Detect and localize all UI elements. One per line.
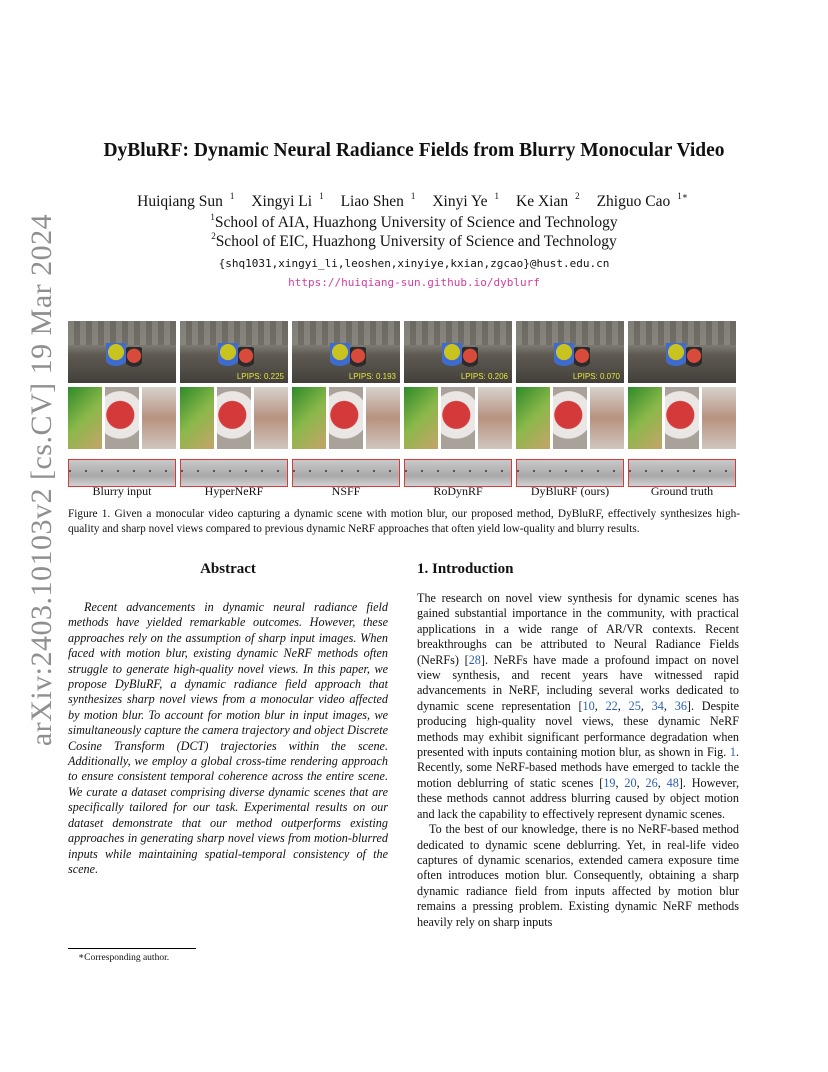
author-name: Zhiguo Cao [596,193,671,210]
intro-text-segment: , [640,698,652,713]
intro-text-segment: , [657,775,667,790]
scene-thumbnail [404,321,512,383]
arxiv-id-text: arXiv:2403.10103v2 [cs.CV] 19 Mar 2024 [25,213,58,747]
author-affiliation-mark: 1 [494,191,499,201]
citation-link[interactable]: 1 [729,745,736,760]
intro-text-segment: ]. Despite producing high-quality novel views, these dynamic NeRF methods may exhibit significant performance degradation when presented with inputs containing motion blur, as shown in Fig. [417,698,740,760]
figure-caption: Figure 1. Given a monocular video capturing a dynamic scene with motion blur, our proposed method, DyBluRF, effectively synthesizes high-quality and sharp novel views compared to previous dynamic NeRF approaches that often yield low-quality and blurry results. [68,508,740,535]
affiliation-2: $^2$School of EIC, Huazhong University of Science and Technology [211,231,617,250]
abstract-heading: Abstract [200,561,256,577]
author-name: Huiqiang Sun [137,193,223,210]
footnote-rule [68,948,196,949]
citation-link[interactable]: 26 [645,775,658,790]
author-emails: {shq1031,xingyi_li,leoshen,xinyiye,kxian,zgcao}@hust.edu.cn [218,257,610,270]
author-affiliation-mark: 1 [319,191,324,201]
intro-text-segment: , [594,698,606,713]
zoom-crops [68,387,176,449]
author-affiliation-mark: 1 [229,191,235,201]
abstract-text: Recent advancements in dynamic neural radiance field methods have yielded remarkable outcomes. However, these approaches rely on the assumption of sharp input images. When faced with motion blur, existing dynamic NeRF methods often struggle to generate high-quality novel views. In this paper, we propose DyBluRF, a dynamic radiance field approach that synthesizes sharp novel views from a monocular video affected by motion blur. To account for motion blur in input images, we simultaneously capture the camera trajectory and object Discrete Cosine Transform (DCT) trajectories within the scene. Additionally, we employ a global cross-time rendering approach to ensure consistent temporal coherence across the entire scene. We curate a dataset comprising diverse dynamic scenes that are specifically tailored for our task. Experimental results on our dataset demonstrate that our method outperforms existing approaches in generating sharp novel views from motion-blurred inputs while maintaining spatial-temporal consistency of the scene. [68,600,388,876]
intro-text-segment: ]. However, these methods cannot address blurring caused by object motion and lack the capability to effectively represent dynamic scenes. [417,775,739,821]
intro-paragraph-2: To the best of our knowledge, there is no NeRF-based method dedicated to dynamic scene deblurring. Yet, in real-life video captures of dynamic scenarios, extended camera exposure time often introduces motion blur. Consequently, obtaining a sharp dynamic radiance field from inputs affected by motion blur remains a pressing problem. Existing dynamic NeRF methods heavily rely on sharp inputs [417,822,739,929]
citation-link[interactable]: 34 [651,698,664,713]
citation-link[interactable]: 48 [666,775,679,790]
paper-title: DyBluRF: Dynamic Neural Radiance Fields from Blurry Monocular Video [103,140,725,161]
intro-text-segment: , [636,775,646,790]
author-affiliation-mark: 1 [410,191,416,201]
intro-text-segment: , [663,698,675,713]
scene-thumbnail [68,321,176,383]
lpips-score: LPIPS: 0.070 [572,372,620,381]
fence-crop [180,459,288,487]
lpips-score: LPIPS: 0.206 [460,372,508,381]
intro-paragraph-1 [417,591,739,822]
method-label: HyperNeRF [204,484,264,498]
fence-crop [628,459,736,487]
zoom-crops [292,387,400,449]
author-name: Liao Shen [340,193,404,210]
citation-link[interactable]: 36 [674,698,687,713]
lpips-score: LPIPS: 0.193 [348,372,396,381]
citation-link[interactable]: 19 [603,775,616,790]
method-label: RoDynRF [433,484,483,498]
zoom-crops [628,387,736,449]
fence-crop [292,459,400,487]
project-url-link[interactable]: https://huiqiang-sun.github.io/dyblurf [288,276,540,289]
method-label: Ground truth [650,484,714,498]
method-label: DyBluRF (ours) [530,484,610,498]
zoom-crops [516,387,624,449]
author-name: Xingyi Li [251,193,313,210]
author-affiliation-mark: 2 [575,191,580,201]
author-affiliation-mark: 1∗ [677,191,688,201]
scene-thumbnail [180,321,288,383]
zoom-crops [180,387,288,449]
citation-link[interactable]: 25 [628,698,641,713]
citation-link[interactable]: 22 [605,698,618,713]
footnote: ∗Corresponding author. [78,951,170,963]
fence-crop [68,459,176,487]
author-name: Xinyi Ye [432,193,488,210]
intro-text-segment: The research on novel view synthesis for dynamic scenes has gained substantial importance in the community, with practical applications in a wide range of AR/VR contexts. Recent breakthroughs can be attributed to Neural Radiance Fields (NeRFs) [ [417,591,739,667]
lpips-score: LPIPS: 0.225 [236,372,284,381]
method-label: NSFF [331,484,361,498]
citation-link[interactable]: 28 [468,652,481,667]
intro-text-segment: , [615,775,625,790]
intro-text-segment: , [617,698,629,713]
affiliation-1: $^1$School of AIA, Huazhong University of Science and Technology [210,212,618,231]
introduction-heading: 1. Introduction [417,561,514,577]
method-label: Blurry input [92,484,152,498]
scene-thumbnail [516,321,624,383]
fence-crop [516,459,624,487]
intro-text-segment: . Recently, some NeRF-based methods have emerged to tackle the motion deblurring of static scenes [ [417,745,739,790]
figure-1 [68,321,737,501]
scene-thumbnail [628,321,736,383]
introduction-body [417,591,739,930]
author-list [0,193,828,211]
author-name: Ke Xian [516,193,569,210]
arxiv-identifier [22,213,62,747]
citation-link[interactable]: 10 [582,698,595,713]
scene-thumbnail [292,321,400,383]
intro-text-segment: ]. NeRFs have made a profound impact on novel view synthesis, and recent years have witnessed rapid advancements in NeRF, including several works dedicated to dynamic scene representation [ [417,652,739,713]
zoom-crops [404,387,512,449]
citation-link[interactable]: 20 [624,775,637,790]
fence-crop [404,459,512,487]
